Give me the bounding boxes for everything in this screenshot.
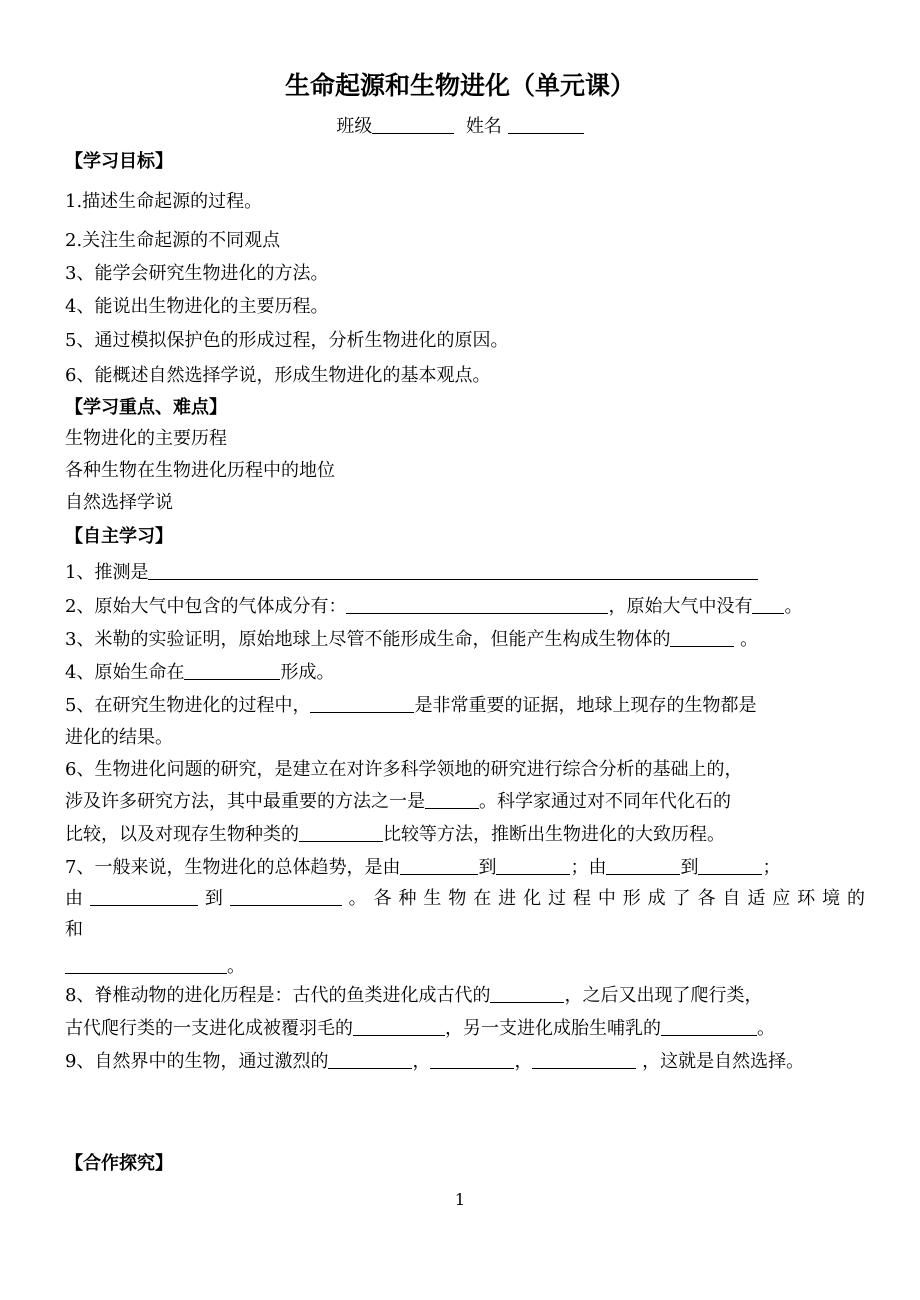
objective-item: 4、能说出生物进化的主要历程。 [65, 296, 329, 317]
question-9: 9、自然界中的生物，通过激烈的 ， ， ，这就是自然选择。 [65, 1051, 805, 1072]
self-study-heading: 【自主学习】 [65, 526, 173, 547]
answer-blank [400, 855, 478, 875]
answer-blank [230, 886, 342, 906]
answer-blank [698, 855, 762, 875]
answer-blank [148, 560, 758, 580]
objective-item: 3、能学会研究生物进化的方法。 [65, 263, 329, 284]
key-points-heading: 【学习重点、难点】 [65, 397, 227, 418]
question-7: 7、一般来说，生物进化的总体趋势，是由 到 ；由 到 ； [65, 857, 781, 878]
question-4: 4、原始生命在 形成。 [65, 662, 335, 683]
answer-blank [90, 886, 198, 906]
question-6-continued: 涉及许多研究方法，其中最重要的方法之一是 。科学家通过对不同年代化石的 [65, 791, 731, 812]
answer-blank [532, 1049, 636, 1069]
answer-blank [65, 954, 227, 974]
name-blank [508, 114, 584, 134]
question-5: 5、在研究生物进化的过程中， 是非常重要的证据，地球上现存的生物都是 [65, 695, 757, 716]
objective-item: 2.关注生命起源的不同观点 [65, 230, 281, 251]
page-title: 生命起源和生物进化（单元课） [284, 71, 635, 100]
objective-item: 1.描述生命起源的过程。 [65, 191, 263, 212]
key-point-item: 各种生物在生物进化历程中的地位 [65, 460, 335, 481]
question-3: 3、米勒的实验证明，原始地球上尽管不能形成生命，但能产生构成生物体的 。 [65, 629, 759, 650]
answer-blank [328, 1049, 412, 1069]
question-5-continued: 进化的结果。 [65, 727, 173, 748]
class-blank [372, 114, 454, 134]
objective-item: 6、能概述自然选择学说，形成生物进化的基本观点。 [65, 365, 491, 386]
answer-blank [353, 1016, 445, 1036]
answer-blank [184, 660, 280, 680]
name-label: 姓名 [465, 116, 502, 137]
question-8-continued: 古代爬行类的一支进化成被覆羽毛的 ，另一支进化成胎生哺乳的 。 [65, 1018, 775, 1039]
question-6-continued: 比较，以及对现存生物种类的 比较等方法，推断出生物进化的大致历程。 [65, 824, 725, 845]
cooperation-heading: 【合作探究】 [65, 1153, 173, 1174]
answer-blank [425, 789, 479, 809]
key-point-item: 自然选择学说 [65, 492, 173, 513]
question-6: 6、生物进化问题的研究，是建立在对许多科学领地的研究进行综合分析的基础上的， [65, 759, 743, 780]
question-1: 1、推测是 [65, 558, 758, 588]
answer-blank [490, 983, 564, 1003]
question-2: 2、原始大气中包含的气体成分有： ，原始大气中没有 。 [65, 596, 803, 617]
answer-blank [752, 594, 784, 614]
answer-blank [606, 855, 680, 875]
answer-blank [299, 822, 383, 842]
answer-blank [670, 627, 734, 647]
question-8: 8、脊椎动物的进化历程是：古代的鱼类进化成古代的 ，之后又出现了爬行类， [65, 985, 763, 1006]
objectives-heading: 【学习目标】 [65, 151, 173, 172]
answer-blank [661, 1016, 757, 1036]
class-label: 班级 [336, 116, 373, 137]
objective-item: 5、通过模拟保护色的形成过程，分析生物进化的原因。 [65, 330, 509, 351]
answer-blank [346, 594, 608, 614]
question-7-continued: 和 [65, 919, 83, 940]
class-name-line [0, 112, 920, 142]
question-7-continued: 由 到 。各种生物在进化过程中形成了各自适应环境的 [65, 888, 866, 909]
answer-blank [496, 855, 570, 875]
page-number: 1 [454, 1190, 466, 1209]
answer-blank [430, 1049, 514, 1069]
key-point-item: 生物进化的主要历程 [65, 428, 227, 449]
question-7-continued: 。 [65, 952, 245, 982]
answer-blank [310, 693, 414, 713]
